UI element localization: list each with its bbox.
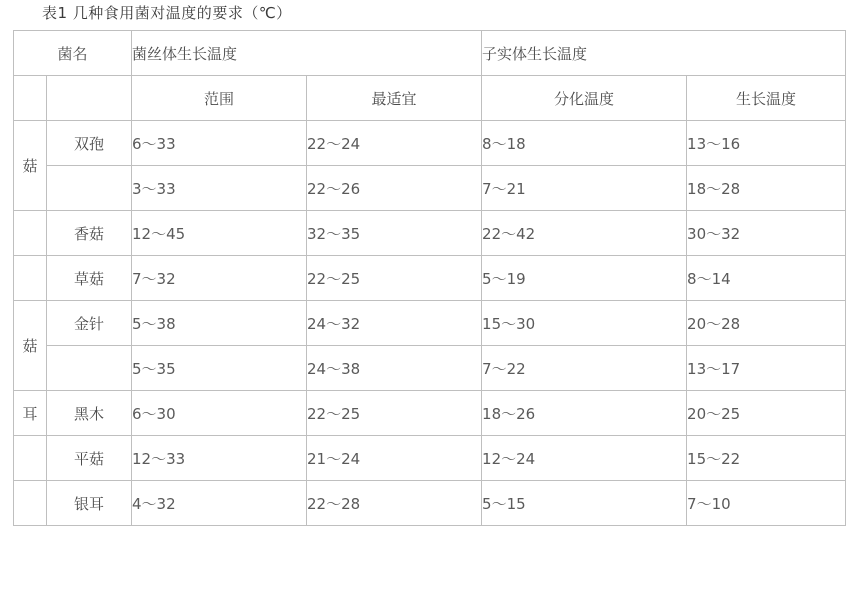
row-range: 12～33 <box>132 436 307 481</box>
row-name: 香菇 <box>47 211 132 256</box>
table-row <box>14 346 846 391</box>
table-row <box>14 166 846 211</box>
row-diff: 8～18 <box>482 121 687 166</box>
row-diff: 7～21 <box>482 166 687 211</box>
row-range: 3～33 <box>132 166 307 211</box>
row-best: 32～35 <box>307 211 482 256</box>
row-grow: 8～14 <box>687 256 846 301</box>
table-caption: 表1 几种食用菌对温度的要求（℃） <box>42 4 292 22</box>
row-range: 6～30 <box>132 391 307 436</box>
row-range: 7～32 <box>132 256 307 301</box>
table-row <box>14 211 846 256</box>
table-row <box>14 121 846 166</box>
header-cell-name: 菌名 <box>14 31 132 76</box>
table-row <box>14 301 846 346</box>
header-cell-grow: 生长温度 <box>687 76 846 121</box>
left-label-spacer <box>14 256 47 301</box>
row-name: 金针 <box>47 301 132 346</box>
row-best: 22～26 <box>307 166 482 211</box>
row-grow: 7～10 <box>687 481 846 526</box>
row-grow: 20～28 <box>687 301 846 346</box>
row-grow: 18～28 <box>687 166 846 211</box>
row-diff: 22～42 <box>482 211 687 256</box>
left-label-spacer <box>14 436 47 481</box>
table-row <box>14 481 846 526</box>
row-name <box>47 166 132 211</box>
row-best: 24～38 <box>307 346 482 391</box>
row-diff: 5～15 <box>482 481 687 526</box>
row-diff: 15～30 <box>482 301 687 346</box>
row-diff: 5～19 <box>482 256 687 301</box>
header-spacer-name <box>47 76 132 121</box>
row-best: 22～24 <box>307 121 482 166</box>
row-best: 21～24 <box>307 436 482 481</box>
table-row <box>14 256 846 301</box>
row-name: 草菇 <box>47 256 132 301</box>
row-name: 平菇 <box>47 436 132 481</box>
row-diff: 7～22 <box>482 346 687 391</box>
row-grow: 30～32 <box>687 211 846 256</box>
header-cell-mycelium: 菌丝体生长温度 <box>132 31 482 76</box>
row-best: 24～32 <box>307 301 482 346</box>
row-name: 双孢 <box>47 121 132 166</box>
row-diff: 12～24 <box>482 436 687 481</box>
row-best: 22～28 <box>307 481 482 526</box>
header-spacer-left <box>14 76 47 121</box>
left-label-spacer <box>14 481 47 526</box>
left-label-2: 菇 <box>14 301 47 391</box>
left-label-1: 菇 <box>14 121 47 211</box>
row-diff: 18～26 <box>482 391 687 436</box>
row-range: 6～33 <box>132 121 307 166</box>
row-range: 5～38 <box>132 301 307 346</box>
row-name: 银耳 <box>47 481 132 526</box>
row-range: 5～35 <box>132 346 307 391</box>
temperature-table <box>13 30 846 526</box>
header-cell-diff: 分化温度 <box>482 76 687 121</box>
table-header-row-groups <box>14 31 846 76</box>
header-cell-range: 范围 <box>132 76 307 121</box>
left-label-3: 耳 <box>14 391 47 436</box>
row-name: 黑木 <box>47 391 132 436</box>
row-grow: 20～25 <box>687 391 846 436</box>
row-grow: 13～16 <box>687 121 846 166</box>
row-range: 12～45 <box>132 211 307 256</box>
row-name <box>47 346 132 391</box>
row-best: 22～25 <box>307 256 482 301</box>
row-grow: 13～17 <box>687 346 846 391</box>
table-row <box>14 436 846 481</box>
left-label-spacer <box>14 211 47 256</box>
row-range: 4～32 <box>132 481 307 526</box>
header-cell-best: 最适宜 <box>307 76 482 121</box>
header-cell-fruitbody: 子实体生长温度 <box>482 31 846 76</box>
table-header-row-sub <box>14 76 846 121</box>
table-row <box>14 391 846 436</box>
row-best: 22～25 <box>307 391 482 436</box>
row-grow: 15～22 <box>687 436 846 481</box>
